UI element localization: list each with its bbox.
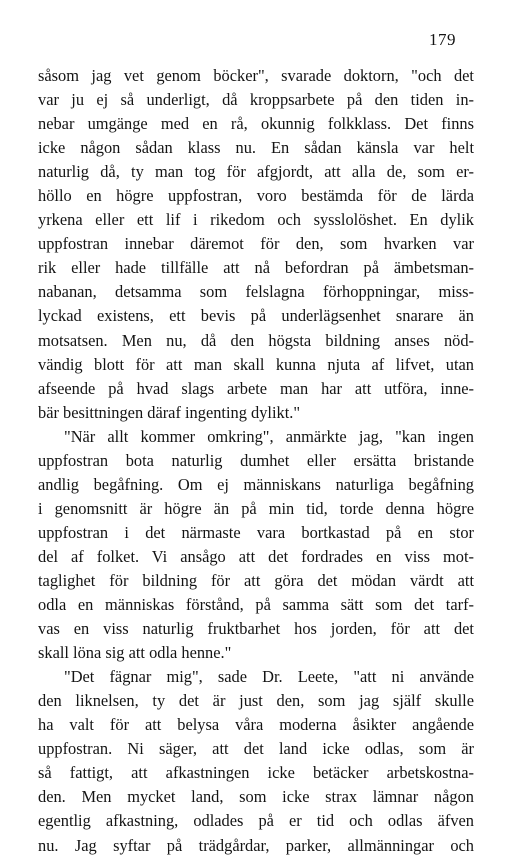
text-line: höllo en högre uppfostran, voro bestämda för de lärda [38, 186, 474, 206]
text-line: var ju ej så underligt, då kroppsarbete på den tiden in- [38, 90, 474, 110]
text-line: uppfostran bota naturlig dumhet eller ersätta bristande [38, 450, 474, 470]
text-line: del af folket. Vi ansågo att det fordrades en viss mot- [38, 546, 474, 566]
body-text [38, 64, 474, 858]
text-line: nu. Jag syftar på trädgårdar, parker, allmänningar och [38, 835, 474, 855]
text-line: vändig blott för att man skall kunna njuta af lifvet, utan [38, 354, 474, 374]
text-line: vas en viss naturlig fruktbarhet hos jorden, för att det [38, 619, 474, 639]
text-line: den liknelsen, ty det är just den, som jag själf skulle [38, 691, 474, 711]
text-line: rik eller hade tillfälle att nå befordran på ämbetsman- [38, 258, 474, 278]
text-line: andlig begåfning. Om ej människans naturliga begåfning [38, 474, 474, 494]
text-line: "När allt kommer omkring", anmärkte jag, "kan ingen [64, 426, 474, 446]
text-line: odla en människas förstånd, på samma sätt som det tarf- [38, 595, 474, 615]
text-line: motsatsen. Men nu, då den högsta bildning anses nöd- [38, 330, 474, 350]
text-line: nebar umgänge med en rå, okunnig folkklass. Det finns [38, 114, 474, 134]
text-line: afseende på hvad slags arbete man har att utföra, inne- [38, 378, 474, 398]
text-line: ha valt för att belysa våra moderna åsikter angående [38, 715, 474, 735]
text-line: i genomsnitt är högre än på min tid, torde denna högre [38, 498, 474, 518]
text-line: såsom jag vet genom böcker", svarade doktorn, "och det [38, 66, 474, 85]
text-line: icke någon sådan klass nu. En sådan känsla var helt [38, 138, 474, 158]
text-line: uppfostran i det närmaste vara bortkastad på en stor [38, 522, 474, 542]
text-line: naturlig då, ty man tog för afgjordt, att alla de, som er- [38, 162, 474, 182]
text-line: nabanan, detsamma som felslagna förhoppningar, miss- [38, 282, 474, 302]
text-line: uppfostran innebar däremot för den, som hvarken var [38, 234, 474, 254]
text-line: så fattigt, att afkastningen icke betäcker arbetskostna- [38, 763, 474, 783]
text-line: yrkena eller ett lif i rikedom och sysslolöshet. En dylik [38, 210, 474, 230]
page-number: 179 [429, 30, 456, 49]
text-line: lyckad existens, ett bevis på underlägsenhet snarare än [38, 306, 474, 326]
text-line: taglighet för bildning för att göra det mödan värdt att [38, 570, 474, 590]
text-line: den. Men mycket land, som icke strax lämnar någon [38, 787, 474, 807]
text-line: bär besittningen däraf ingenting dylikt." [38, 402, 301, 422]
text-line: skall löna sig att odla henne." [38, 643, 232, 663]
text-line: egentlig afkastning, odlades på er tid och odlas äfven [38, 811, 474, 831]
text-line: "Det fägnar mig", sade Dr. Leete, "att ni använde [64, 667, 474, 687]
text-line: uppfostran. Ni säger, att det land icke odlas, som är [38, 739, 474, 759]
